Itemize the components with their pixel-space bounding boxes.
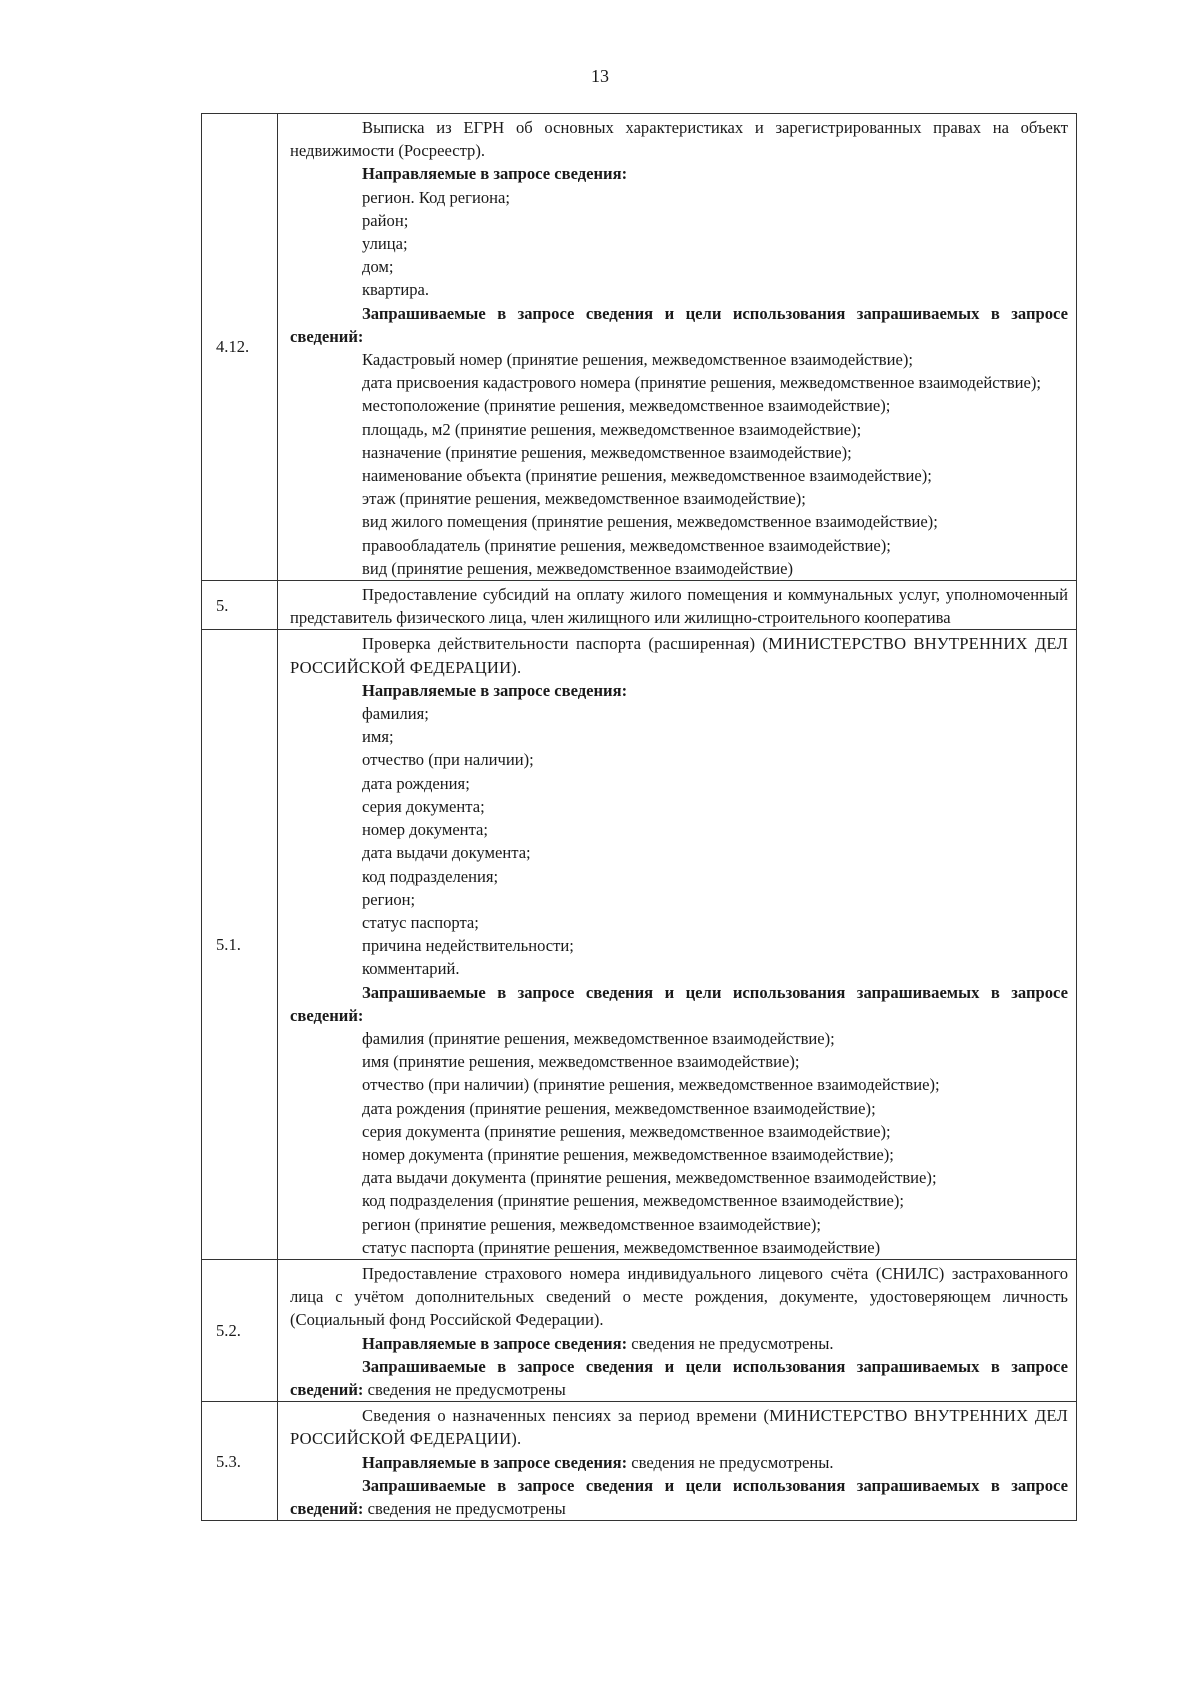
list-item: комментарий.	[362, 959, 460, 979]
row-content	[278, 630, 1077, 1259]
row-content	[278, 114, 1077, 581]
requests-table	[201, 113, 1077, 1521]
sent-label: Направляемые в запросе сведения:	[362, 1452, 628, 1472]
sent-value: сведения не предусмотрены.	[627, 1452, 834, 1472]
list-item: код подразделения (принятие решения, межведомственное взаимодействие);	[362, 1191, 905, 1211]
list-item: отчество (при наличии) (принятие решения, межведомственное взаимодействие);	[362, 1075, 940, 1095]
list-item: дата рождения (принятие решения, межведомственное взаимодействие);	[362, 1098, 876, 1118]
list-item: вид (принятие решения, межведомственное взаимодействие)	[362, 558, 794, 578]
table-row	[202, 630, 1077, 1259]
requested-label: Запрашиваемые в запросе сведения и цели использования запрашиваемых в запросе сведений:	[290, 303, 1068, 346]
list-item: номер документа;	[362, 820, 488, 840]
row-number: 5.2.	[202, 1259, 278, 1401]
row-number: 5.1.	[202, 630, 278, 1259]
sent-label: Направляемые в запросе сведения:	[362, 1333, 628, 1353]
row-title: Сведения о назначенных пенсиях за период времени (МИНИСТЕРСТВО ВНУТРЕННИХ ДЕЛ РОССИЙСКОЙ ФЕДЕРАЦИИ).	[290, 1406, 1068, 1449]
list-item: назначение (принятие решения, межведомственное взаимодействие);	[362, 442, 852, 462]
list-item: регион;	[362, 889, 416, 909]
list-item: дата выдачи документа;	[362, 843, 531, 863]
list-item: фамилия;	[362, 704, 429, 724]
sent-label: Направляемые в запросе сведения:	[362, 164, 628, 184]
row-content	[278, 1259, 1077, 1401]
list-item: дата выдачи документа (принятие решения, межведомственное взаимодействие);	[362, 1168, 937, 1188]
list-item: имя (принятие решения, межведомственное взаимодействие);	[362, 1052, 800, 1072]
list-item: Кадастровый номер (принятие решения, межведомственное взаимодействие);	[362, 350, 913, 370]
list-item: местоположение (принятие решения, межведомственное взаимодействие);	[362, 396, 891, 416]
list-item: фамилия (принятие решения, межведомственное взаимодействие);	[362, 1028, 835, 1048]
list-item: серия документа;	[362, 796, 485, 816]
list-item: имя;	[362, 727, 394, 747]
list-item: статус паспорта;	[362, 912, 479, 932]
list-item: улица;	[362, 234, 408, 254]
list-item: вид жилого помещения (принятие решения, межведомственное взаимодействие);	[362, 512, 938, 532]
row-title: Предоставление субсидий на оплату жилого помещения и коммунальных услуг, уполномоченный представитель физического лица, член жилищного или жилищно-строительного кооператива	[290, 585, 1068, 628]
table-row	[202, 114, 1077, 581]
list-item: номер документа (принятие решения, межведомственное взаимодействие);	[362, 1144, 894, 1164]
requested-value: сведения не предусмотрены	[363, 1498, 566, 1518]
sent-label: Направляемые в запросе сведения:	[362, 680, 628, 700]
row-title: Предоставление страхового номера индивидуального лицевого счёта (СНИЛС) застрахованного лица с учётом дополнительных сведений о месте рождения, документе, удостоверяющем личность (Социальный фонд Российской Федерации).	[290, 1263, 1068, 1330]
list-item: дата присвоения кадастрового номера (принятие решения, межведомственное взаимодействие);	[362, 373, 1042, 393]
list-item: дом;	[362, 257, 394, 277]
row-title: Выписка из ЕГРН об основных характеристиках и зарегистрированных правах на объект недвижимости (Росреестр).	[290, 118, 1068, 161]
list-item: наименование объекта (принятие решения, межведомственное взаимодействие);	[362, 466, 932, 486]
table-row	[202, 1259, 1077, 1401]
requested-label: Запрашиваемые в запросе сведения и цели использования запрашиваемых в запросе сведений:	[290, 1475, 1068, 1518]
sent-value: сведения не предусмотрены.	[627, 1333, 834, 1353]
list-item: регион. Код региона;	[362, 187, 510, 207]
list-item: район;	[362, 210, 409, 230]
list-item: регион (принятие решения, межведомственное взаимодействие);	[362, 1214, 822, 1234]
row-content	[278, 581, 1077, 630]
row-number: 5.	[202, 581, 278, 630]
list-item: этаж (принятие решения, межведомственное взаимодействие);	[362, 489, 806, 509]
table-row	[202, 581, 1077, 630]
row-title: Проверка действительности паспорта (расширенная) (МИНИСТЕРСТВО ВНУТРЕННИХ ДЕЛ РОССИЙСКОЙ ФЕДЕРАЦИИ).	[290, 634, 1068, 677]
list-item: причина недействительности;	[362, 936, 574, 956]
table-row	[202, 1402, 1077, 1521]
requested-label: Запрашиваемые в запросе сведения и цели использования запрашиваемых в запросе сведений:	[290, 1356, 1068, 1399]
list-item: код подразделения;	[362, 866, 499, 886]
row-content	[278, 1402, 1077, 1521]
list-item: отчество (при наличии);	[362, 750, 534, 770]
list-item: правообладатель (принятие решения, межведомственное взаимодействие);	[362, 535, 891, 555]
list-item: площадь, м2 (принятие решения, межведомственное взаимодействие);	[362, 419, 862, 439]
requested-label: Запрашиваемые в запросе сведения и цели использования запрашиваемых в запросе сведений:	[290, 982, 1068, 1025]
row-number: 5.3.	[202, 1402, 278, 1521]
requested-value: сведения не предусмотрены	[363, 1379, 566, 1399]
list-item: статус паспорта (принятие решения, межведомственное взаимодействие)	[362, 1237, 881, 1257]
list-item: серия документа (принятие решения, межведомственное взаимодействие);	[362, 1121, 891, 1141]
list-item: дата рождения;	[362, 773, 470, 793]
list-item: квартира.	[362, 280, 430, 300]
page-number: 13	[591, 66, 609, 86]
row-number: 4.12.	[202, 114, 278, 581]
